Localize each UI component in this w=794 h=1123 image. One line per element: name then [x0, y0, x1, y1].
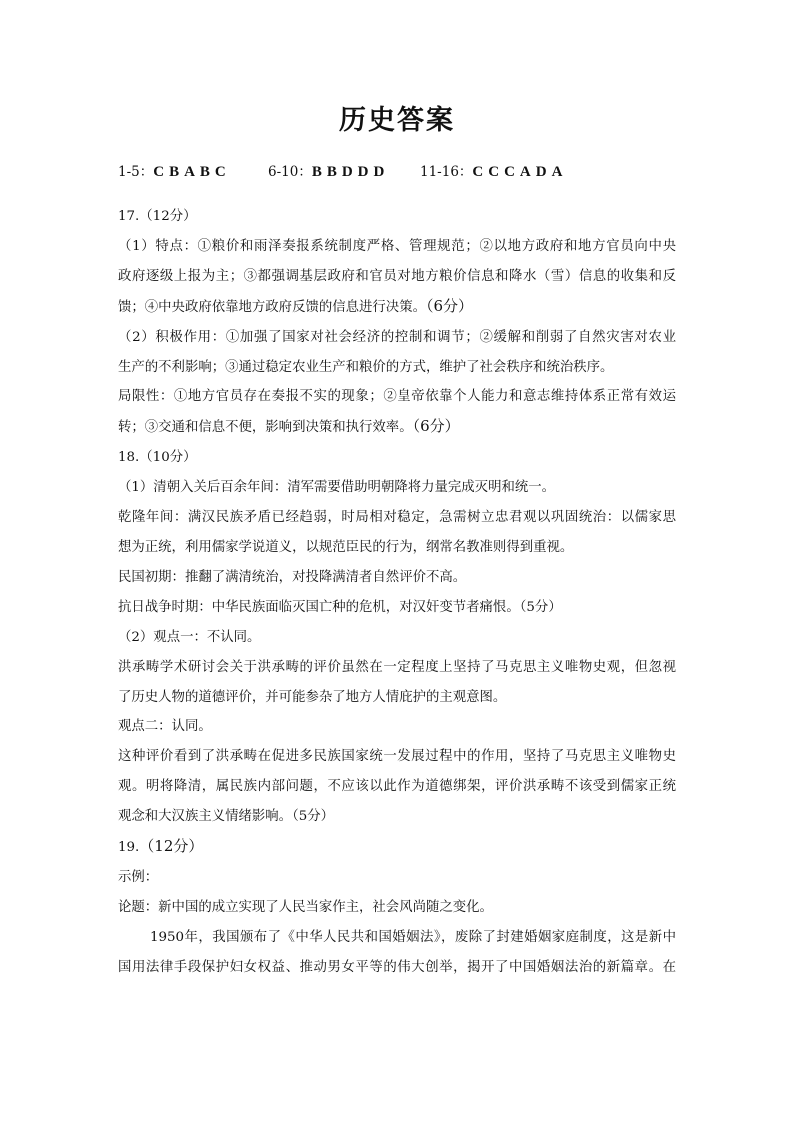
paragraph-line	[118, 292, 676, 323]
paragraph-line: 生产的不利影响；③通过稳定农业生产和粮价的方式，维护了社会秩序和统治秩序。	[118, 359, 614, 375]
question-heading: 18.（10分）	[118, 450, 197, 466]
answer-group-label: 6-10：	[268, 164, 312, 180]
score-note: （6分）	[412, 417, 460, 436]
paragraph-line: 这种评价看到了洪承畴在促进多民族国家统一发展过程中的作用，坚持了马克思主义唯物史	[118, 749, 676, 765]
answer-group-11-16	[420, 160, 567, 181]
score-note: （12分）	[139, 837, 204, 856]
paragraph-line: （2）观点一：不认同。	[118, 629, 261, 645]
paragraph-line: （2）积极作用：①加强了国家对社会经济的控制和调节；②缓解和削弱了自然灾害对农业	[118, 329, 676, 345]
paragraph-line: 抗日战争时期：中华民族面临灭国亡种的危机，对汉奸变节者痛恨。（5分）	[118, 599, 562, 615]
paragraph-line: 观点二：认同。	[118, 719, 212, 735]
line-text: 转；③交通和信息不便，影响到决策和执行效率。	[118, 420, 413, 436]
question-heading	[118, 832, 676, 863]
paragraph-line: 洪承畴学术研讨会关于洪承畴的评价虽然在一定程度上坚持了马克思主义唯物史观，但忽视	[118, 659, 676, 675]
answer-key: BBDDD	[311, 164, 390, 180]
paragraph-line: 观念和大汉族主义情绪影响。（5分）	[118, 809, 335, 825]
paragraph-line: 局限性：①地方官员存在奏报不实的现象；②皇帝依靠个人能力和意志维持体系正常有效运	[118, 389, 676, 405]
question-number: 19.	[118, 840, 140, 856]
paragraph-line: 民国初期：推翻了满清统治，对投降满清者自然评价不高。	[118, 569, 467, 585]
answer-group-1-5	[118, 160, 268, 181]
answer-group-6-10	[268, 160, 420, 181]
paragraph-line: 了历史人物的道德评价，并可能参杂了地方人情庇护的主观意图。	[118, 689, 507, 705]
paragraph-line: （1）特点：①粮价和雨泽奏报系统制度严格、管理规范；②以地方政府和地方官员向中央	[118, 238, 676, 254]
paragraph-line: 国用法律手段保护妇女权益、推动男女平等的伟大创举，揭开了中国婚姻法治的新篇章。在	[118, 959, 676, 975]
page-title: 历史答案	[339, 105, 455, 136]
multiple-choice-answers	[118, 160, 567, 181]
score-note: （6分）	[425, 296, 474, 315]
paragraph-line: 示例：	[118, 869, 159, 885]
answer-key: CCCADA	[472, 164, 568, 180]
paragraph-line: 乾隆年间：满汉民族矛盾已经趋弱，时局相对稳定，急需树立忠君观以巩固统治：以儒家思	[118, 510, 676, 526]
paragraph-line: 政府逐级上报为主；③都强调基层政府和官员对地方粮价信息和降水（雪）信息的收集和反	[118, 268, 676, 284]
line-text: 馈；④中央政府依靠地方政府反馈的信息进行决策。	[118, 299, 426, 315]
answer-group-label: 11-16：	[420, 164, 473, 180]
paragraph-line: （1）清朝入关后百余年间：清军需要借助明朝降将力量完成灭明和统一。	[118, 480, 556, 496]
answer-body	[118, 202, 676, 983]
question-heading: 17.（12分）	[118, 209, 197, 224]
paragraph-line: 论题：新中国的成立实现了人民当家作主，社会风尚随之变化。	[118, 899, 493, 915]
paragraph-line: 1950年，我国颁布了《中华人民共和国婚姻法》，废除了封建婚姻家庭制度，这是新中	[150, 929, 676, 945]
answer-group-label: 1-5：	[118, 164, 154, 180]
paragraph-line	[118, 412, 676, 443]
paragraph-line: 想为正统，利用儒家学说道义，以规范臣民的行为，纲常名教准则得到重视。	[118, 539, 574, 555]
answer-key: CBABC	[153, 164, 231, 180]
paragraph-line: 观。明将降清，属民族内部问题，不应该以此作为道德绑架，评价洪承畴不该受到儒家正统	[118, 779, 676, 795]
